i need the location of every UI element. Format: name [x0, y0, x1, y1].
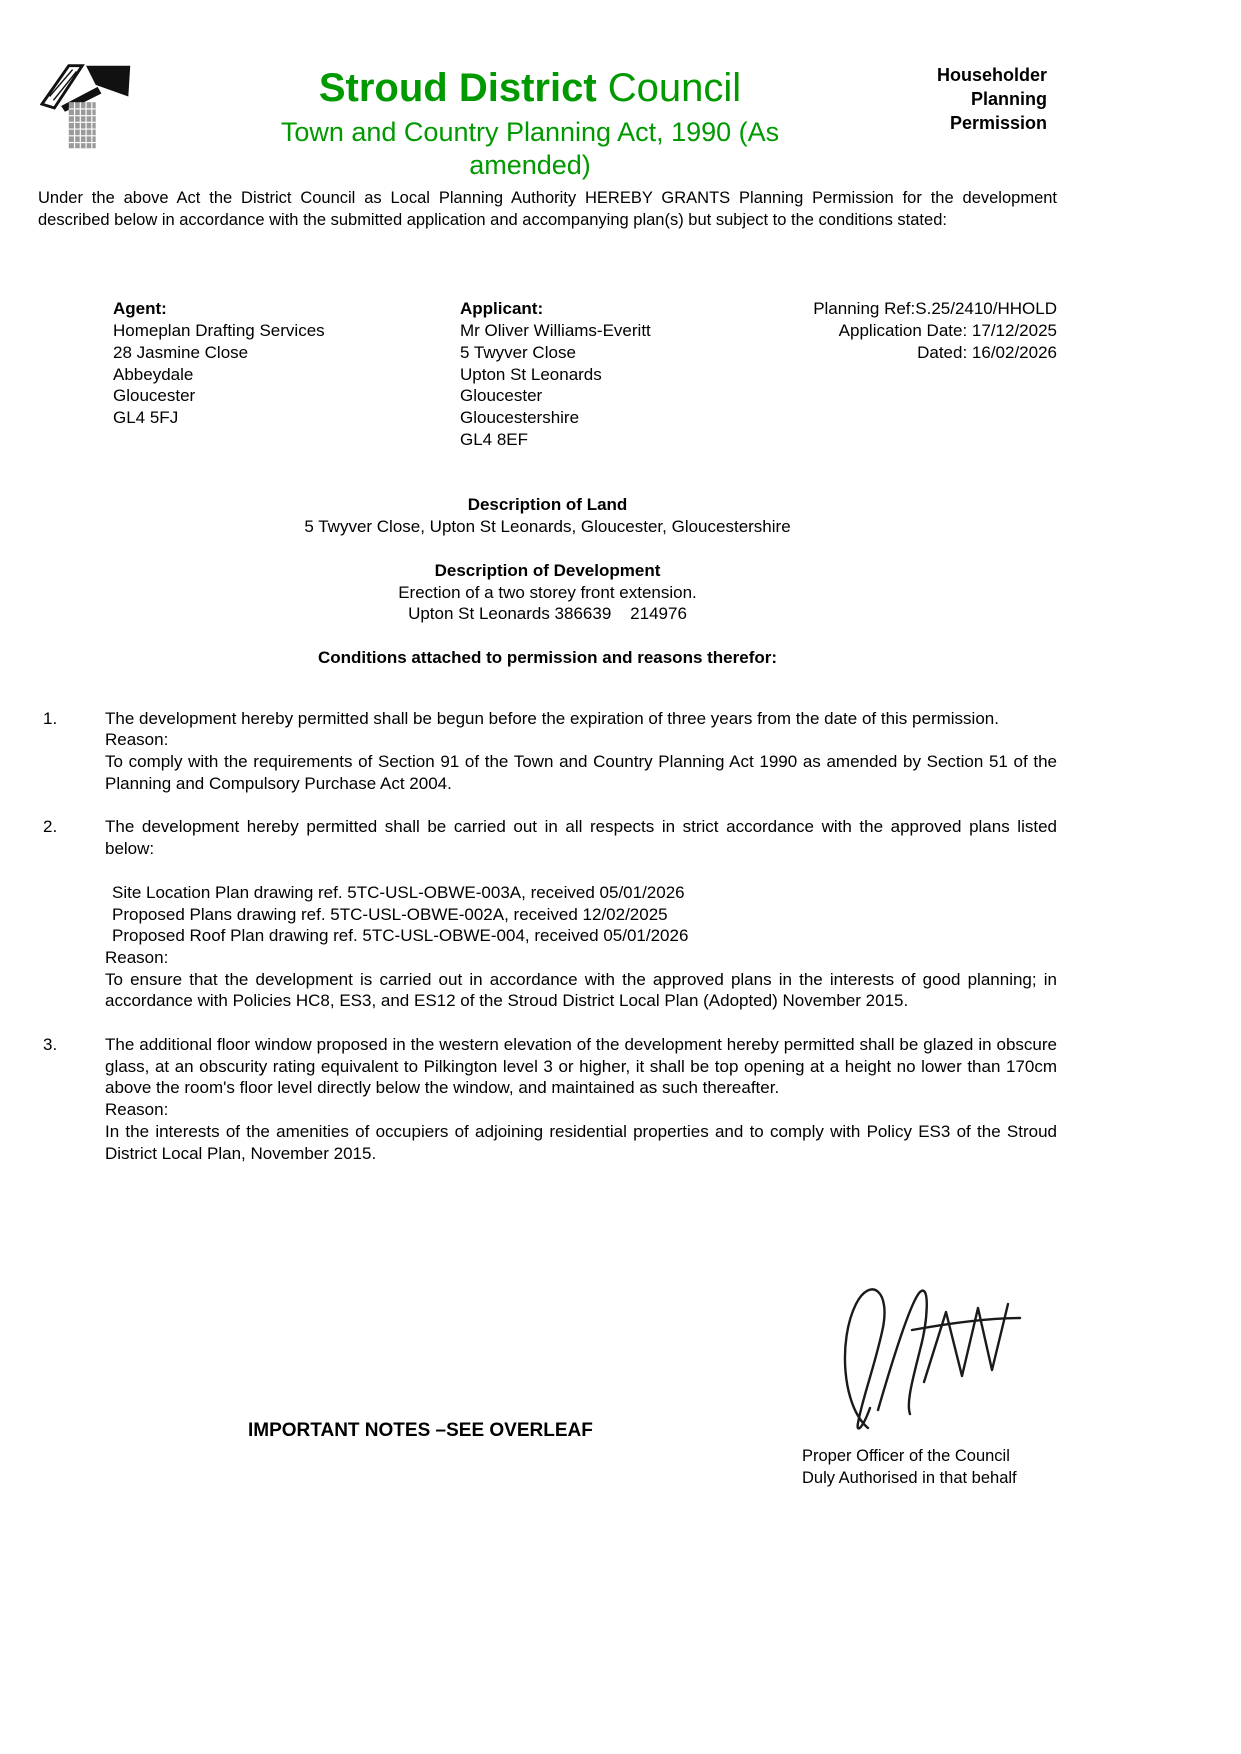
- reason-text: To ensure that the development is carried out in accordance with the approved plans in the interests of good planning; in accordance with Policies HC8, ES3, and ES12 of the Stroud District Local Plan (Adopted) November 2015.: [105, 969, 1057, 1011]
- officer-line-2: Duly Authorised in that behalf: [802, 1468, 1017, 1487]
- reason-text: In the interests of the amenities of occupiers of adjoining residential properties and to comply with Policy ES3 of the Stroud District Local Plan, November 2015.: [105, 1121, 1057, 1163]
- condition-body: [105, 1034, 1057, 1164]
- act-subtitle: Town and Country Planning Act, 1990 (As amended): [280, 117, 780, 180]
- condition-text: The additional floor window proposed in the western elevation of the development hereby permitted shall be glazed in obscure glass, at an obscurity rating equivalent to Pilkington level 3 or higher, it shall be top opening at a height no lower than 170cm above the room's floor level directly below the window, and maintained as such thereafter.: [105, 1035, 1057, 1098]
- agent-address-line: GL4 5FJ: [113, 407, 179, 427]
- applicant-label: Applicant:: [460, 299, 544, 319]
- condition-3: [38, 1034, 1057, 1164]
- development-line: Erection of a two storey front extension.: [398, 582, 697, 602]
- council-name-bold: Stroud District: [318, 66, 597, 110]
- council-name-rest: Council: [596, 66, 742, 110]
- agent-address-line: Homeplan Drafting Services: [113, 321, 325, 341]
- plan-item: Site Location Plan drawing ref. 5TC-USL-OBWE-003A, received 05/01/2026: [112, 882, 685, 902]
- plan-item: Proposed Plans drawing ref. 5TC-USL-OBWE-002A, received 12/02/2025: [112, 904, 668, 924]
- document-body: [38, 0, 1057, 1186]
- dated: Dated: 16/02/2026: [917, 342, 1057, 362]
- planning-ref: Planning Ref:S.25/2410/HHOLD: [813, 299, 1057, 319]
- applicant-block: [460, 298, 651, 450]
- land-heading: Description of Land: [467, 495, 628, 515]
- reference-block: [813, 298, 1057, 363]
- condition-number: 2.: [43, 817, 58, 837]
- condition-text: The development hereby permitted shall be carried out in all respects in strict accordance with the approved plans listed below:: [105, 817, 1057, 859]
- agent-address-line: 28 Jasmine Close: [113, 342, 249, 362]
- applicant-address-line: Upton St Leonards: [460, 364, 602, 384]
- parties-section: [38, 298, 1057, 450]
- reason-label: Reason:: [105, 1100, 169, 1120]
- land-address: 5 Twyver Close, Upton St Leonards, Gloucester, Gloucestershire: [304, 517, 791, 537]
- condition-body: [105, 708, 1057, 795]
- reason-text: To comply with the requirements of Section 91 of the Town and Country Planning Act 1990 as amended by Section 51 of the Planning and Compulsory Purchase Act 2004.: [105, 752, 1057, 793]
- agent-address-line: Abbeydale: [113, 364, 194, 384]
- reason-label: Reason:: [105, 730, 169, 750]
- permission-type-label: Householder Planning Permission: [936, 65, 1047, 133]
- agent-label: Agent:: [113, 299, 167, 319]
- applicant-address-line: GL4 8EF: [460, 429, 529, 449]
- applicant-address-line: Mr Oliver Williams-Everitt: [460, 321, 651, 341]
- agent-address-line: Gloucester: [113, 386, 196, 406]
- approved-plans-list: [105, 882, 1057, 947]
- important-notes-label: IMPORTANT NOTES –SEE OVERLEAF: [248, 1420, 593, 1441]
- condition-2: [38, 816, 1057, 1012]
- officer-caption: [802, 1446, 1017, 1489]
- officer-line-1: Proper Officer of the Council: [802, 1447, 1010, 1465]
- description-of-development-section: [38, 560, 1057, 625]
- conditions-list: [38, 708, 1057, 1165]
- description-of-land-section: [38, 494, 1057, 537]
- application-date: Application Date: 17/12/2025: [838, 321, 1057, 341]
- development-heading: Description of Development: [434, 560, 661, 580]
- reason-label: Reason:: [105, 947, 169, 967]
- agent-block: [113, 298, 325, 428]
- applicant-address-line: Gloucester: [460, 386, 543, 406]
- condition-body: [105, 816, 1057, 1012]
- condition-number: 1.: [43, 708, 58, 728]
- condition-text: The development hereby permitted shall be begun before the expiration of three years from the date of this permission.: [105, 708, 999, 728]
- conditions-heading: Conditions attached to permission and reasons therefor:: [317, 647, 778, 667]
- condition-1: [38, 708, 1057, 795]
- condition-number: 3.: [43, 1035, 58, 1055]
- plan-item: Proposed Roof Plan drawing ref. 5TC-USL-OBWE-004, received 05/01/2026: [112, 926, 689, 946]
- applicant-address-line: Gloucestershire: [460, 407, 580, 427]
- grant-statement: Under the above Act the District Council as Local Planning Authority HEREBY GRANTS Planning Permission for the development described below in accordance with the submitted application and accompanying plan(s) but subject to the conditions stated:: [38, 189, 1057, 229]
- officer-signature: [820, 1278, 1030, 1443]
- development-gridref: Upton St Leonards 386639 214976: [408, 604, 687, 624]
- applicant-address-line: 5 Twyver Close: [460, 342, 576, 362]
